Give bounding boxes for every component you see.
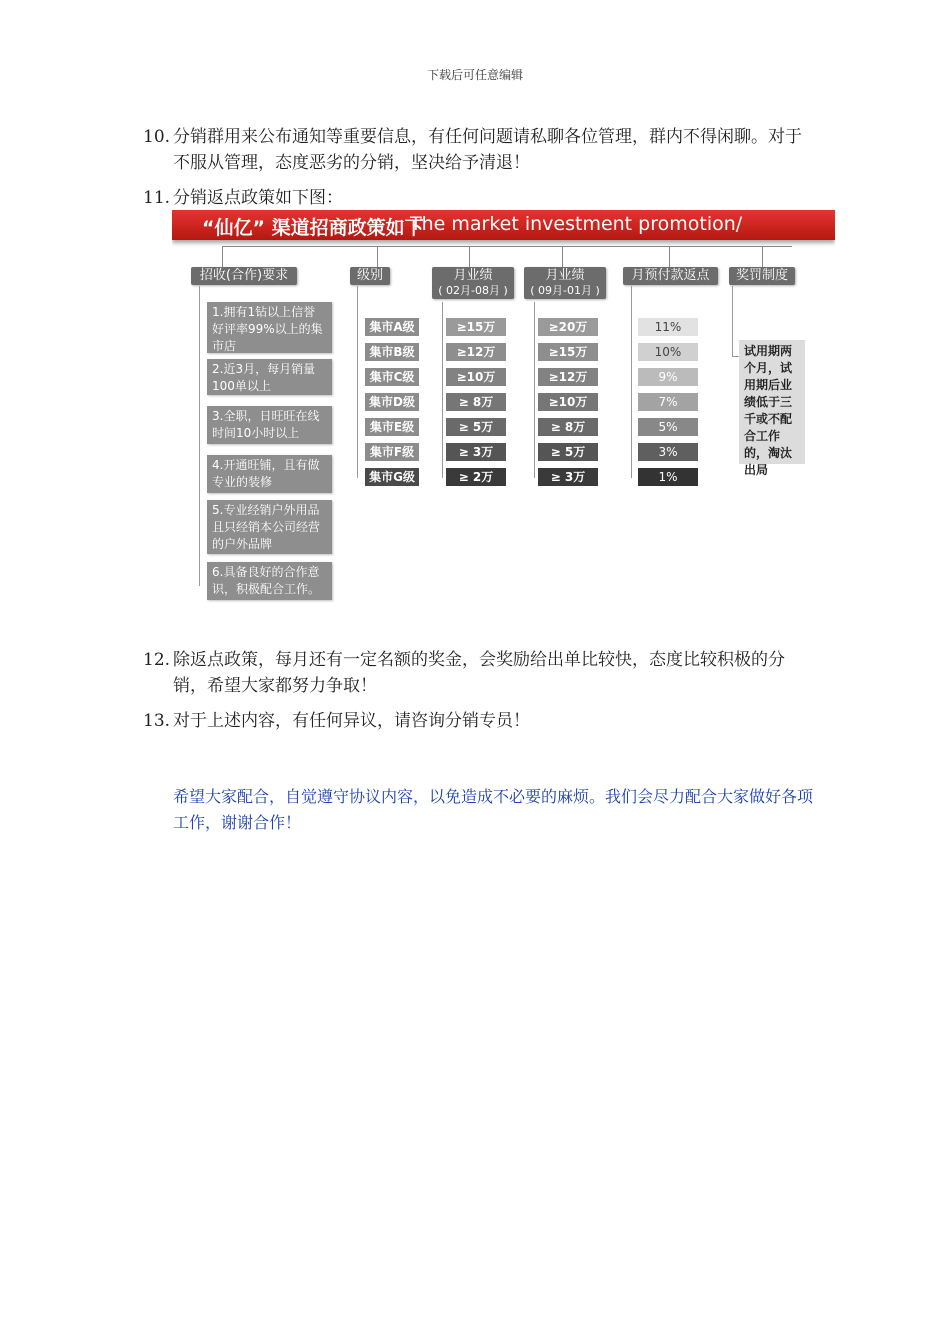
list-item-12 <box>143 647 813 696</box>
level-item: 集市A级 <box>365 318 419 336</box>
perf-sep-jan-item: ≥ 3万 <box>538 468 598 486</box>
banner-title-cn: “仙亿” 渠道招商政策如下 <box>202 217 424 239</box>
penalty-connector <box>732 356 739 357</box>
requirement-item: 5.专业经销户外用品且只经销本公司经营的户外品牌 <box>207 500 332 554</box>
requirement-item: 1.拥有1钻以上信誉好评率99%以上的集市店 <box>207 302 332 353</box>
perf-feb-aug-item: ≥ 5万 <box>446 418 506 436</box>
header-level: 级别 <box>350 267 390 285</box>
item-text: 对于上述内容，有任何异议，请咨询分销专员！ <box>173 711 530 731</box>
level-item: 集市C级 <box>365 368 419 386</box>
level-item: 集市D级 <box>365 393 419 411</box>
column-connector <box>534 302 535 478</box>
header-perf-feb-aug: 月业绩 ( 02月-08月 ) <box>432 267 514 299</box>
list-item-10 <box>143 124 813 173</box>
connector-tick <box>469 246 470 267</box>
rebate-item: 5% <box>638 418 698 436</box>
item-text: 分销返点政策如下图： <box>173 188 343 208</box>
header-penalty: 奖罚制度 <box>729 267 795 285</box>
item-text: 除返点政策，每月还有一定名额的奖金，会奖励给出单比较快，态度比较积极的分销，希望大家都努力争取！ <box>173 650 785 696</box>
perf-sep-jan-item: ≥10万 <box>538 393 598 411</box>
perf-feb-aug-item: ≥ 8万 <box>446 393 506 411</box>
connector-tick <box>562 246 563 267</box>
header-perf-sep-jan: 月业绩 ( 09月-01月 ) <box>524 267 606 299</box>
perf-feb-aug-item: ≥ 3万 <box>446 443 506 461</box>
level-item: 集市G级 <box>365 468 419 486</box>
policy-figure <box>172 210 835 620</box>
requirement-item: 2.近3月，每月销量100单以上 <box>207 359 332 395</box>
connector-line <box>222 246 792 247</box>
list-item-11 <box>143 185 813 211</box>
level-item: 集市F级 <box>365 443 419 461</box>
column-connector <box>631 286 632 478</box>
perf-feb-aug-item: ≥10万 <box>446 368 506 386</box>
column-connector <box>442 302 443 478</box>
perf-feb-aug-item: ≥15万 <box>446 318 506 336</box>
perf-sep-jan-item: ≥ 5万 <box>538 443 598 461</box>
column-connector <box>732 286 733 356</box>
column-connector <box>199 286 200 586</box>
rebate-item: 3% <box>638 443 698 461</box>
perf-feb-aug-item: ≥12万 <box>446 343 506 361</box>
header-rebate: 月预付款返点 <box>623 267 718 285</box>
closing-note: 希望大家配合，自觉遵守协议内容，以免造成不必要的麻烦。我们会尽力配合大家做好各项工作，谢谢合作！ <box>173 787 814 832</box>
rebate-item: 7% <box>638 393 698 411</box>
rebate-item: 1% <box>638 468 698 486</box>
level-item: 集市B级 <box>365 343 419 361</box>
connector-tick <box>669 246 670 267</box>
penalty-text: 试用期两个月，试用期后业绩低于三千或不配合工作的，淘汰出局 <box>739 340 805 464</box>
item-number: 11. <box>143 188 171 208</box>
banner-title-en: The market investment promotion/ <box>410 213 743 235</box>
rebate-item: 10% <box>638 343 698 361</box>
level-item: 集市E级 <box>365 418 419 436</box>
list-item-13 <box>143 708 813 734</box>
perf-sep-jan-item: ≥ 8万 <box>538 418 598 436</box>
connector-tick <box>377 246 378 267</box>
item-number: 12. <box>143 650 171 670</box>
perf-feb-aug-item: ≥ 2万 <box>446 468 506 486</box>
perf-sep-jan-item: ≥12万 <box>538 368 598 386</box>
requirement-item: 3.全职，日旺旺在线时间10小时以上 <box>207 406 332 444</box>
column-connector <box>357 286 358 478</box>
connector-tick <box>222 246 223 267</box>
item-text: 分销群用来公布通知等重要信息，有任何问题请私聊各位管理，群内不得闲聊。对于不服从管理，态度恶劣的分销，坚决给予清退！ <box>173 127 802 173</box>
perf-sep-jan-item: ≥15万 <box>538 343 598 361</box>
figure-banner <box>172 210 835 240</box>
rebate-item: 9% <box>638 368 698 386</box>
requirement-item: 4.开通旺铺，且有做专业的装修 <box>207 455 332 493</box>
page-header: 下载后可任意编辑 <box>426 68 523 82</box>
item-number: 10. <box>143 127 171 147</box>
header-requirements: 招收(合作)要求 <box>191 267 297 285</box>
requirement-item: 6.具备良好的合作意识，积极配合工作。 <box>207 562 332 600</box>
perf-sep-jan-item: ≥20万 <box>538 318 598 336</box>
connector-tick <box>762 246 763 267</box>
rebate-item: 11% <box>638 318 698 336</box>
item-number: 13. <box>143 711 171 731</box>
